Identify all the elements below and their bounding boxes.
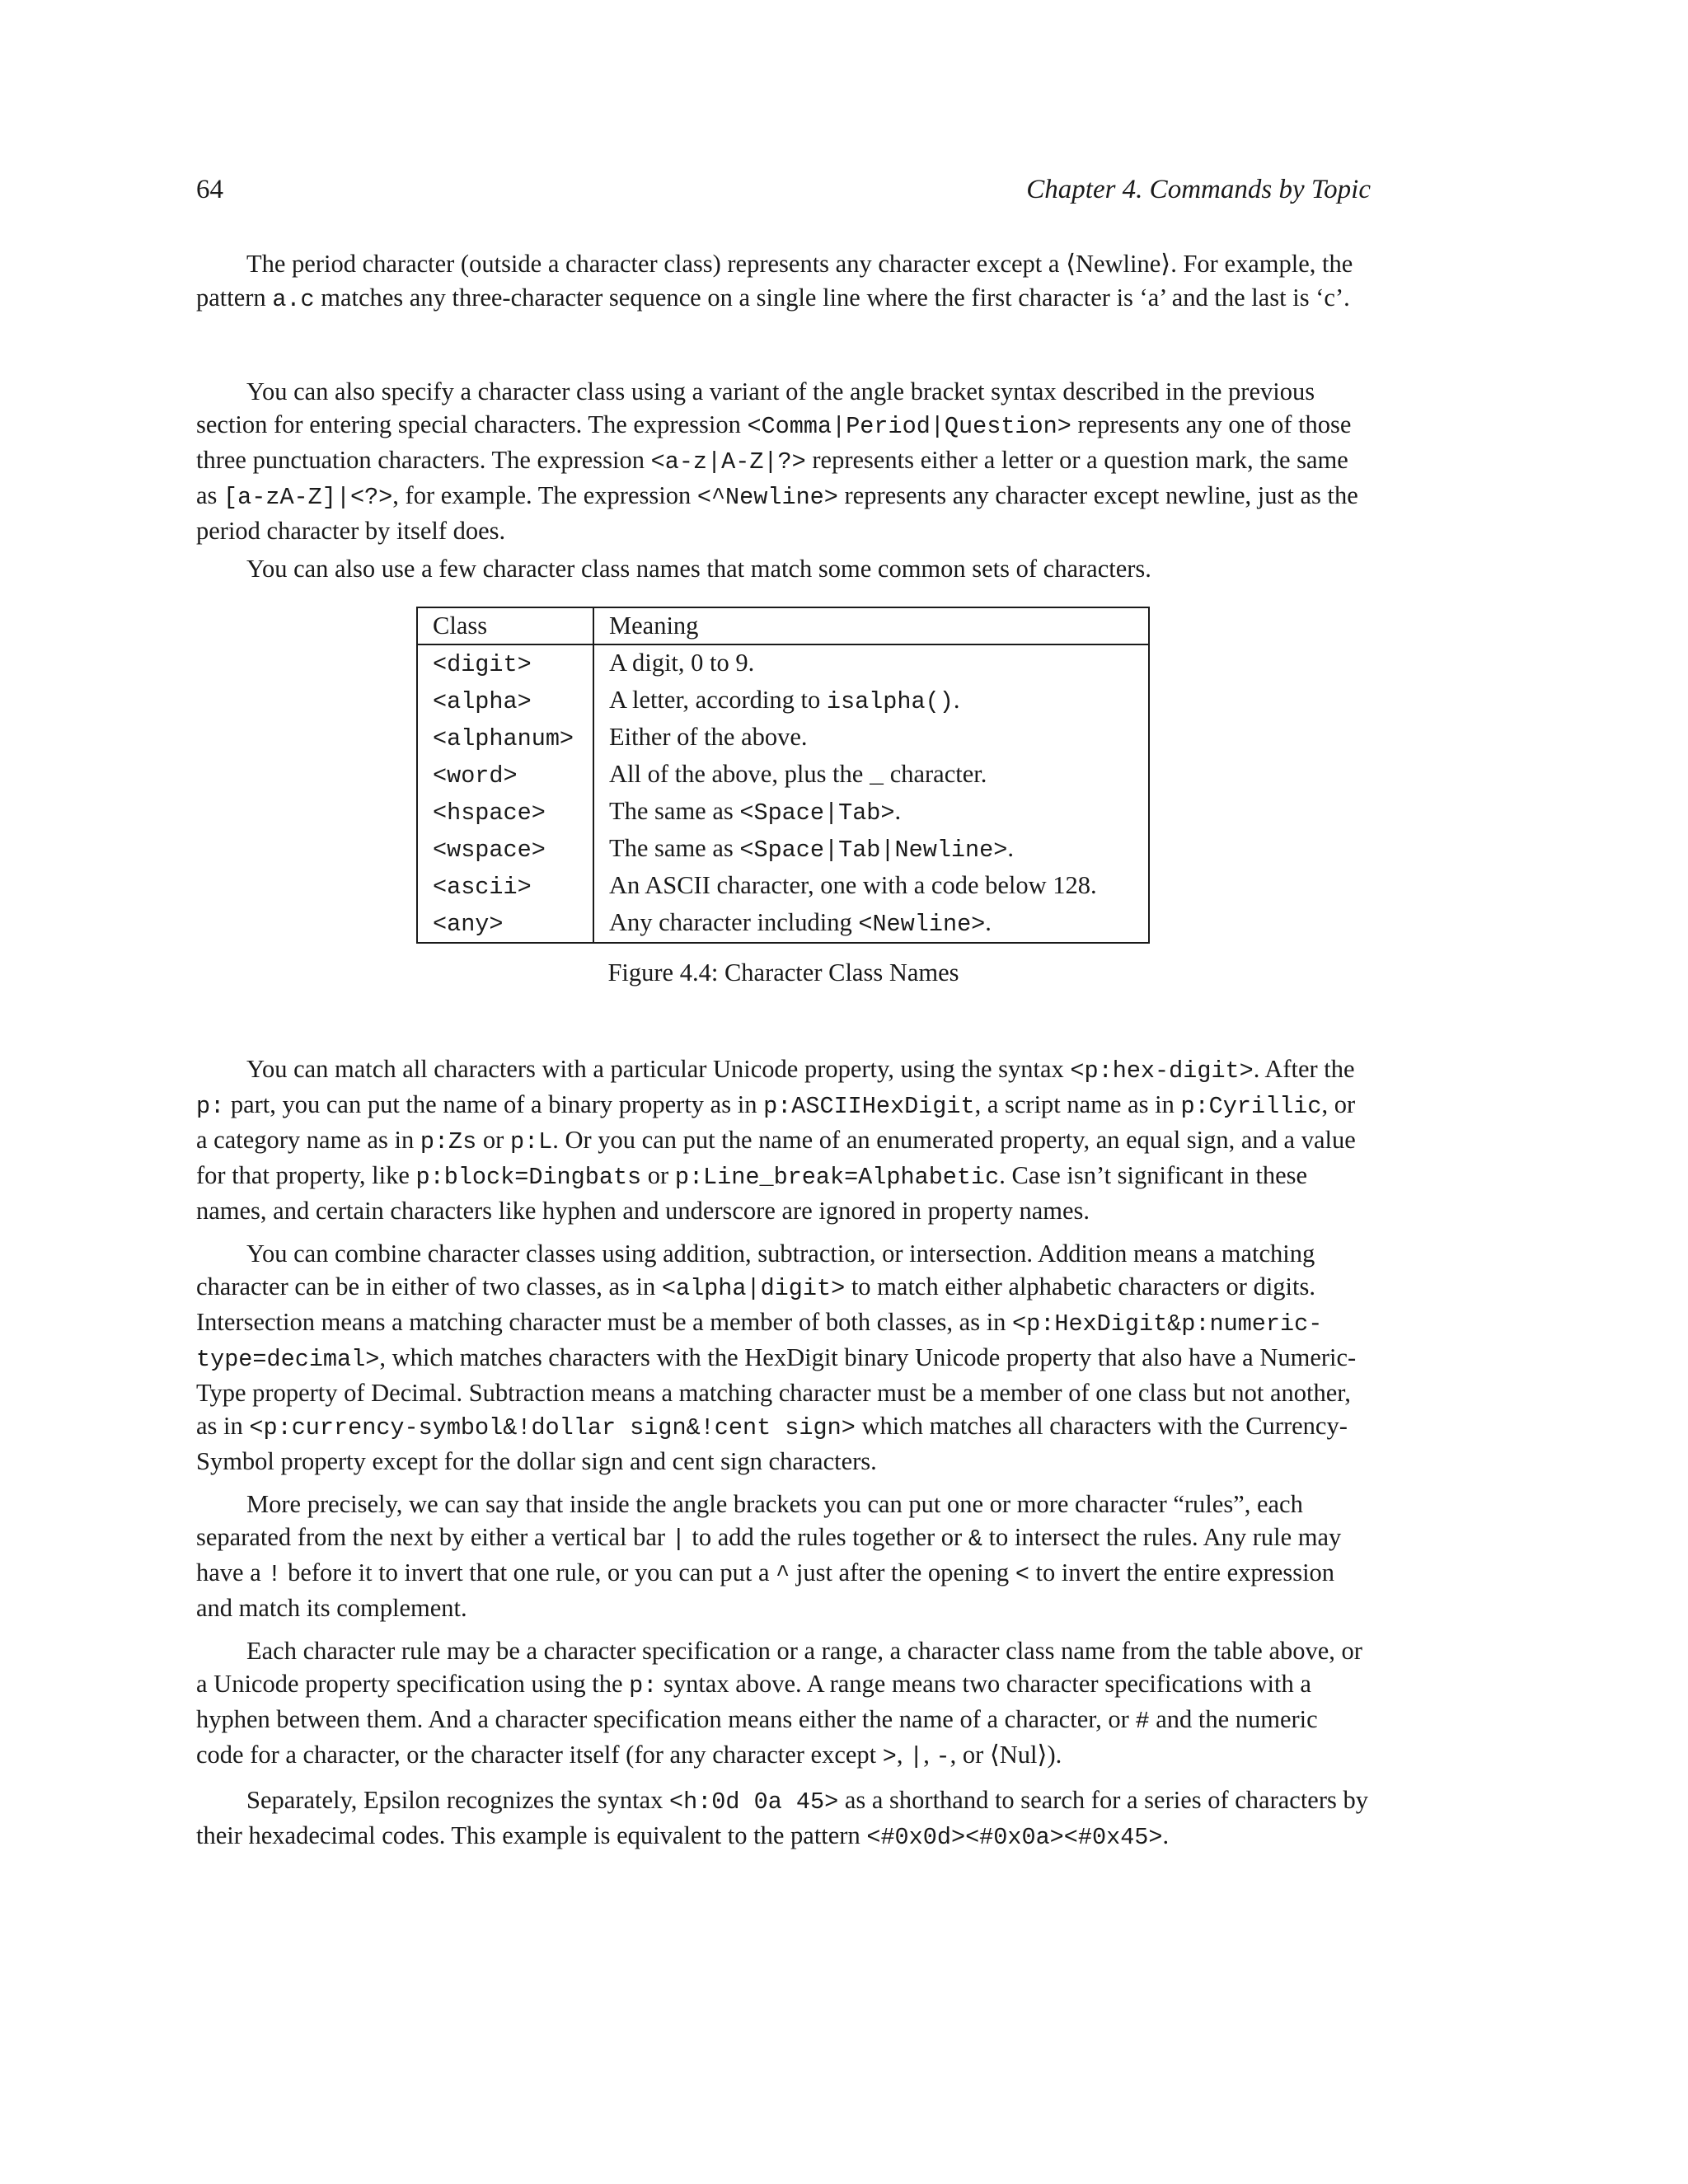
- text-run: , or: [950, 1741, 990, 1769]
- meaning-code: isalpha(): [826, 688, 954, 715]
- code-span: <p:currency-symbol&!dollar sign&!cent sign>: [249, 1414, 856, 1441]
- class-name-cell: [417, 682, 593, 719]
- paragraph-group-variant: [196, 375, 1371, 557]
- text-run: , or a category name as in: [196, 1090, 1356, 1154]
- meaning-cell: [593, 757, 1149, 794]
- meaning-text-suffix: .: [985, 908, 992, 936]
- table-row: [417, 719, 1149, 757]
- text-run: , a script name as in: [974, 1090, 1181, 1118]
- table-row: [417, 644, 1149, 682]
- text-run: to match either alphabetic characters or digits. Intersection means a matching character must be a member of both classes, as in: [196, 1272, 1315, 1336]
- class-name-cell: [417, 757, 593, 794]
- paragraph-rule: [196, 1634, 1371, 1774]
- table-row: [417, 682, 1149, 719]
- code-span: <Comma|Period|Question>: [747, 413, 1071, 440]
- text-run: as a shorthand to search for a series of characters by their hexadecimal codes. This example is equivalent to the pattern: [196, 1786, 1368, 1849]
- meaning-text: Any character including: [609, 908, 859, 936]
- class-name-cell: [417, 831, 593, 868]
- text-run: ).: [1047, 1741, 1062, 1769]
- body-paragraphs: [196, 1052, 1371, 1864]
- angle-right: ⟩: [1037, 1741, 1048, 1769]
- class-name-code: <digit>: [433, 651, 532, 678]
- text-run: Each character rule may be a character specification or a range, a character class name from the table above, or a Unicode property specification using the: [196, 1637, 1362, 1698]
- code-span: <alpha|digit>: [661, 1275, 846, 1302]
- text-run: part, you can put the name of a binary property as in: [224, 1090, 764, 1118]
- class-name-code: <alpha>: [433, 688, 532, 715]
- meaning-text: An ASCII character, one with a code below 128.: [609, 871, 1097, 899]
- text-run: matches any three-character sequence on a single line where the first character is ‘a’ and the last is ‘c’.: [314, 284, 1350, 312]
- text-run: to invert the entire expression and match its complement.: [196, 1558, 1335, 1622]
- text-run: , for example. The expression: [392, 481, 697, 509]
- table-row: [417, 831, 1149, 868]
- character-class-table: [416, 607, 1150, 944]
- text-run: represents either a letter or a question mark, the same as: [196, 446, 1348, 509]
- meaning-text: Either of the above.: [609, 723, 808, 751]
- class-name-code: <hspace>: [433, 799, 546, 827]
- text-run: or: [476, 1126, 510, 1154]
- code-span: <p:hex-digit>: [1070, 1057, 1254, 1085]
- class-name-cell: [417, 905, 593, 943]
- meaning-text: A digit, 0 to 9.: [609, 649, 755, 677]
- table-row: [417, 757, 1149, 794]
- code-span: p:Cyrillic: [1180, 1093, 1322, 1120]
- class-name-code: <alphanum>: [433, 725, 574, 752]
- angle-left: ⟨: [1066, 250, 1076, 279]
- text-run: before it to invert that one rule, or you can put a: [281, 1558, 776, 1586]
- meaning-text-suffix: .: [1007, 834, 1014, 862]
- code-span: <h:0d 0a 45>: [668, 1788, 839, 1816]
- meaning-cell: [593, 682, 1149, 719]
- class-name-cell: [417, 644, 593, 682]
- table-header-row: [417, 607, 1149, 644]
- text-run: which matches all characters with the Currency-Symbol property except for the dollar sign and cent sign characters.: [196, 1412, 1348, 1475]
- angle-right: ⟩: [1160, 250, 1171, 279]
- page-number: 64: [196, 175, 223, 204]
- class-name-code: <ascii>: [433, 874, 532, 901]
- code-span: [a-zA-Z]|<?>: [223, 484, 393, 511]
- meaning-text: A letter, according to: [609, 686, 827, 714]
- text-run: ,: [923, 1741, 936, 1769]
- meaning-text-suffix: .: [894, 797, 902, 825]
- table-row: [417, 794, 1149, 831]
- text-run: . For example, the pattern: [196, 250, 1353, 312]
- text-run: represents any character except newline, just as the period character by itself does.: [196, 481, 1358, 545]
- meaning-code: _: [869, 762, 884, 790]
- paragraph-period: [196, 247, 1371, 316]
- text-run: ,: [896, 1741, 910, 1769]
- code-span: |: [909, 1743, 924, 1770]
- paragraph-period-text: [196, 247, 1371, 316]
- meaning-cell: [593, 794, 1149, 831]
- class-name-cell: [417, 868, 593, 905]
- code-span: ^: [776, 1561, 790, 1588]
- character-class-table-wrapper: [416, 607, 1150, 944]
- text-run: to add the rules together or: [685, 1523, 968, 1551]
- text-run: You can match all characters with a particular Unicode property, using the syntax: [246, 1055, 1071, 1083]
- meaning-text-suffix: .: [953, 686, 960, 714]
- text-run: . After the: [1253, 1055, 1355, 1083]
- meaning-cell: [593, 644, 1149, 682]
- column-header-meaning: Meaning: [593, 607, 1149, 644]
- paragraph-combine: [196, 1237, 1371, 1478]
- text-run: just after the opening: [790, 1558, 1015, 1586]
- key-name: Newline: [1075, 250, 1161, 278]
- column-header-class: Class: [417, 607, 593, 644]
- meaning-cell: [593, 868, 1149, 905]
- class-name-code: <any>: [433, 911, 504, 938]
- text-run: and the numeric code for a character, or the character itself (for any character except: [196, 1705, 1318, 1769]
- table-row: [417, 905, 1149, 943]
- text-run: . Case isn’t significant in these names, and certain characters like hyphen and underscore are ignored in property names.: [196, 1161, 1308, 1225]
- text-run: , which matches characters with the HexDigit binary Unicode property that also have a Numeric-Type property of Decimal. Subtraction means a matching character must be a member of one class but not another, as in: [196, 1343, 1357, 1440]
- code-span: p:ASCIIHexDigit: [763, 1093, 975, 1120]
- paragraph-names: [196, 552, 1371, 585]
- text-run: The period character (outside a character class) represents any character except a: [246, 250, 1067, 278]
- paragraph-precise: [196, 1488, 1371, 1624]
- text-run: Separately, Epsilon recognizes the syntax: [246, 1786, 669, 1814]
- code-span: p:L: [509, 1128, 553, 1155]
- meaning-code: <Space|Tab|Newline>: [739, 837, 1008, 864]
- text-run: More precisely, we can say that inside the angle brackets you can put one or more character “rules”, each separated from the next by either a vertical bar: [196, 1490, 1303, 1551]
- paragraph-variant: [196, 375, 1371, 547]
- code-span: &: [968, 1526, 982, 1553]
- paragraph-hex: [196, 1783, 1371, 1854]
- code-span: p:block=Dingbats: [415, 1164, 642, 1191]
- meaning-code: <Newline>: [858, 911, 986, 938]
- code-span: p:: [196, 1093, 225, 1120]
- text-run: to intersect the rules. Any rule may have a: [196, 1523, 1342, 1586]
- meaning-cell: [593, 905, 1149, 943]
- text-run: You can also use a few character class names that match some common sets of characters.: [246, 555, 1151, 583]
- code-span: <p:HexDigit&p:numeric-type=decimal>: [196, 1310, 1323, 1373]
- code-span: <a-z|A-Z|?>: [650, 448, 806, 476]
- paragraph-unicode: [196, 1052, 1371, 1227]
- meaning-code: <Space|Tab>: [739, 799, 895, 827]
- angle-left: ⟨: [989, 1741, 1000, 1769]
- running-head: Chapter 4. Commands by Topic: [1026, 175, 1371, 204]
- code-span: >: [882, 1743, 897, 1770]
- code-span: p:: [629, 1672, 658, 1699]
- class-name-cell: [417, 794, 593, 831]
- key-name: Nul: [999, 1741, 1038, 1769]
- text-run: . Or you can put the name of an enumerated property, an equal sign, and a value for that property, like: [196, 1126, 1356, 1189]
- code-span: p:Line_break=Alphabetic: [674, 1164, 1000, 1191]
- code-span: #: [1135, 1708, 1150, 1735]
- text-run: syntax above. A range means two character specifications with a hyphen between them. And a character specification means either the name of a character, or: [196, 1670, 1311, 1733]
- class-name-code: <word>: [433, 762, 518, 790]
- text-run: represents any one of those three punctuation characters. The expression: [196, 410, 1352, 474]
- class-name-cell: [417, 719, 593, 757]
- table-body: [417, 644, 1149, 943]
- text-run: You can also specify a character class using a variant of the angle bracket syntax described in the previous section for entering special characters. The expression: [196, 377, 1315, 438]
- code-span: !: [267, 1561, 282, 1588]
- table-row: [417, 868, 1149, 905]
- meaning-text: All of the above, plus the: [609, 760, 870, 788]
- text-run: .: [1162, 1821, 1170, 1849]
- meaning-cell: [593, 831, 1149, 868]
- figure-caption: Figure 4.4: Character Class Names: [607, 958, 959, 987]
- code-span: p:Zs: [420, 1128, 477, 1155]
- paragraph-names-text: [196, 552, 1371, 585]
- meaning-text: The same as: [609, 834, 740, 862]
- code-span: |: [671, 1526, 686, 1553]
- meaning-cell: [593, 719, 1149, 757]
- code-span: -: [935, 1743, 950, 1770]
- meaning-text: The same as: [609, 797, 740, 825]
- code-span: <#0x0d><#0x0a><#0x45>: [866, 1824, 1163, 1851]
- meaning-text-suffix: character.: [884, 760, 987, 788]
- class-name-code: <wspace>: [433, 837, 546, 864]
- code-span: <: [1015, 1561, 1029, 1588]
- code-span: a.c: [272, 286, 315, 313]
- text-run: You can combine character classes using addition, subtraction, or intersection. Addition means a matching character can be in either of two classes, as in: [196, 1240, 1315, 1301]
- text-run: or: [641, 1161, 675, 1189]
- code-span: <^Newline>: [696, 484, 838, 511]
